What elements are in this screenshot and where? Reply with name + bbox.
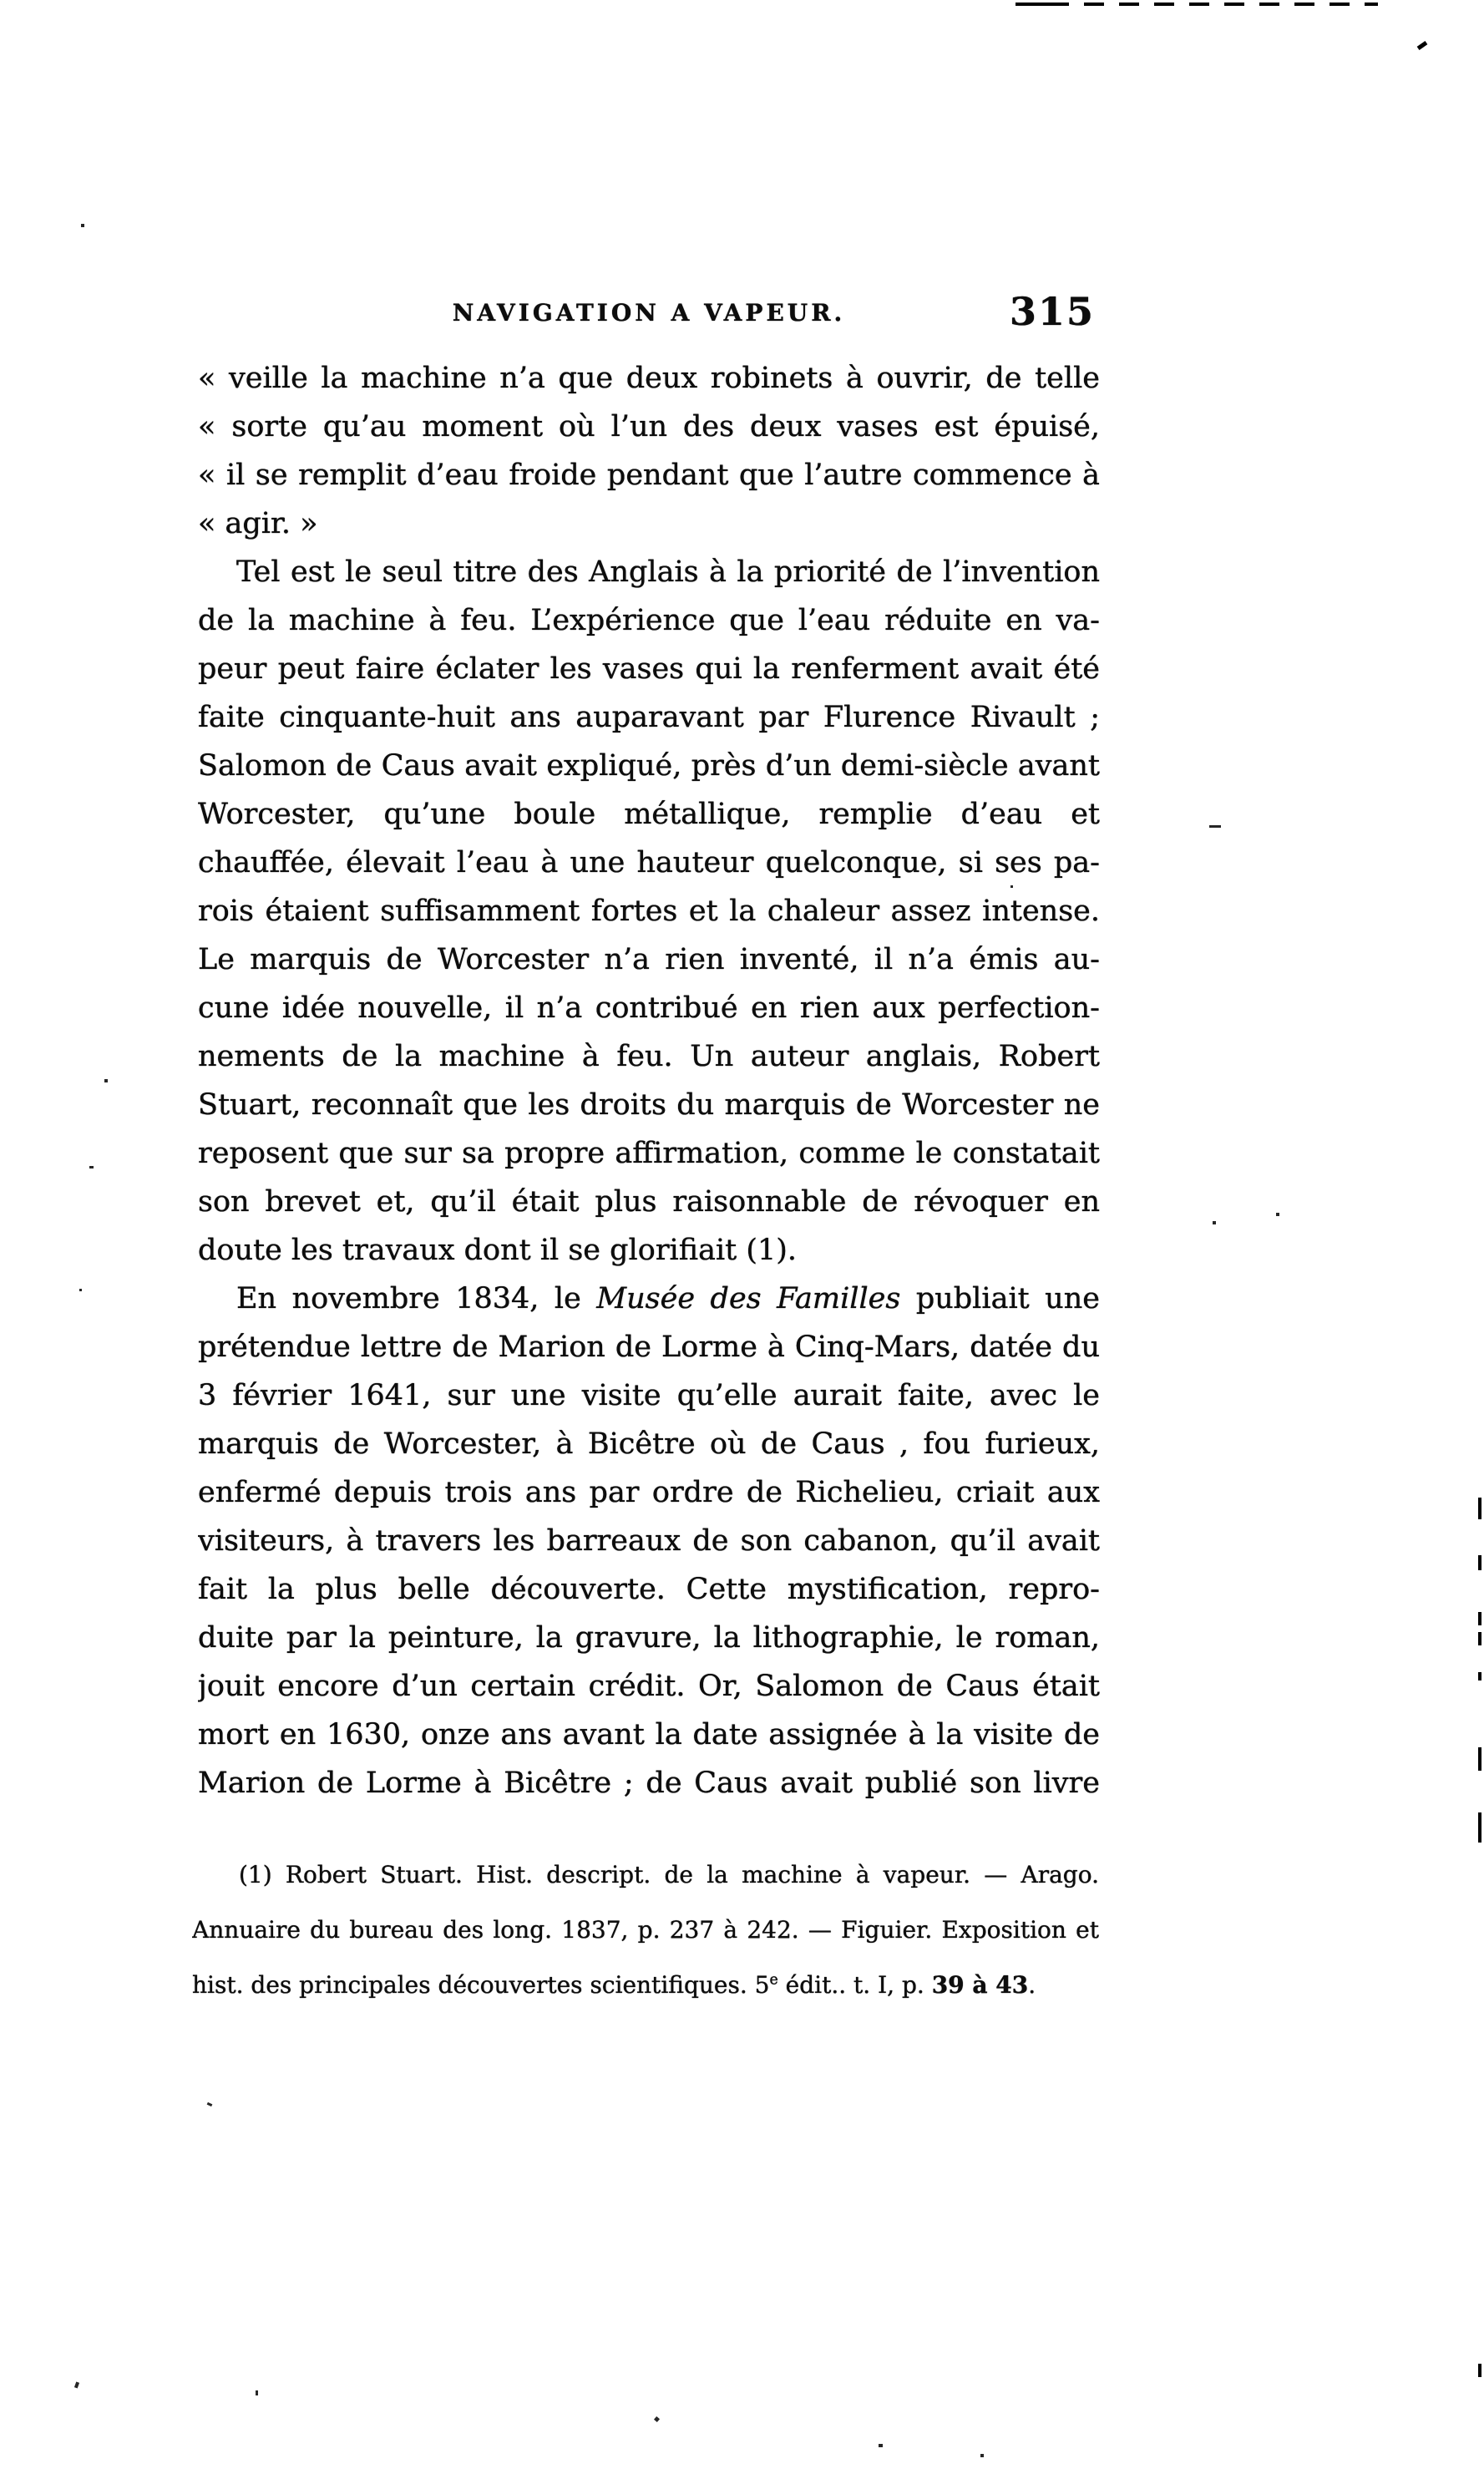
ink-speck — [654, 2416, 660, 2422]
body-text-line: Salomon de Caus avait expliqué, près d’un demi-siècle avant — [198, 749, 1100, 783]
scan-artifact-edge-mark — [1478, 2364, 1481, 2377]
body-text-line: faite cinquante-huit ans auparavant par Flurence Rivault ; — [198, 701, 1100, 734]
body-text-line: nements de la machine à feu. Un auteur anglais, Robert — [198, 1040, 1100, 1073]
ink-speck — [104, 1079, 108, 1082]
body-text-line: prétendue lettre de Marion de Lorme à Cinq-Mars, datée du — [198, 1331, 1100, 1364]
ink-speck — [207, 2102, 213, 2106]
scan-artifact-edge-mark — [1478, 1812, 1481, 1843]
ink-speck — [980, 2454, 984, 2457]
scan-artifact-edge-mark — [1478, 1612, 1481, 1625]
body-text-line: « agir. » — [198, 507, 318, 540]
ink-speck — [89, 1166, 94, 1168]
scan-artifact-top-rule — [1016, 3, 1069, 6]
footnote-line: (1) Robert Stuart. Hist. descript. de la machine à vapeur. — Arago. — [239, 1861, 1099, 1888]
body-text-line: son brevet et, qu’il était plus raisonnable de révoquer en — [198, 1185, 1100, 1219]
body-text-line: Worcester, qu’une boule métallique, remplie d’eau et — [198, 798, 1100, 831]
body-text-line: enfermé depuis trois ans par ordre de Richelieu, criait aux — [198, 1476, 1100, 1509]
ink-speck — [74, 2382, 79, 2389]
ink-speck — [1213, 1221, 1216, 1224]
body-text-line: visiteurs, à travers les barreaux de son cabanon, qu’il avait — [198, 1524, 1100, 1558]
ink-speck — [79, 1289, 82, 1291]
body-text-line: cune idée nouvelle, il n’a contribué en rien aux perfection- — [198, 991, 1100, 1025]
ink-speck — [1010, 885, 1013, 888]
body-text-line: rois étaient suffisamment fortes et la chaleur assez intense. — [198, 895, 1100, 928]
body-text — [198, 354, 1100, 1807]
body-text-line: jouit encore d’un certain crédit. Or, Salomon de Caus était — [198, 1670, 1100, 1703]
body-text-line: 3 février 1641, sur une visite qu’elle aurait faite, avec le — [198, 1379, 1100, 1412]
body-text-line: peur peut faire éclater les vases qui la renferment avait été — [198, 652, 1100, 686]
body-text-line: Marion de Lorme à Bicêtre ; de Caus avait publié son livre — [198, 1767, 1100, 1800]
body-text-line: de la machine à feu. L’expérience que l’eau réduite en va- — [198, 604, 1100, 637]
body-text-line: marquis de Worcester, à Bicêtre où de Caus , fou furieux, — [198, 1427, 1100, 1461]
running-title: NAVIGATION A VAPEUR. — [452, 299, 846, 327]
body-text-line: En novembre 1834, le Musée des Familles publiait une — [236, 1282, 1100, 1315]
ink-speck — [256, 2390, 258, 2395]
scan-artifact-tick — [1417, 41, 1428, 50]
body-text-line: mort en 1630, onze ans avant la date assignée à la visite de — [198, 1718, 1100, 1751]
ink-speck — [1276, 1213, 1279, 1216]
ink-speck — [1209, 825, 1221, 828]
page-header — [198, 289, 1100, 342]
body-text-line: fait la plus belle découverte. Cette mystification, repro- — [198, 1573, 1100, 1606]
ink-speck — [81, 224, 84, 227]
scan-artifact-top-dashes — [1084, 3, 1378, 6]
footnote-line: Annuaire du bureau des long. 1837, p. 237 à 242. — Figuier. Exposition et — [192, 1916, 1099, 1944]
body-text-line: Tel est le seul titre des Anglais à la priorité de l’invention — [236, 555, 1100, 589]
body-text-line: chauffée, élevait l’eau à une hauteur quelconque, si ses pa- — [198, 846, 1100, 880]
body-text-line: « sorte qu’au moment où l’un des deux vases est épuisé, — [198, 410, 1100, 444]
footnote-line: hist. des principales découvertes scientifiques. 5e édit.. t. I, p. 39 à 43. — [192, 1971, 1036, 1999]
body-text-line: « veille la machine n’a que deux robinets à ouvrir, de telle — [198, 362, 1100, 395]
body-text-line: « il se remplit d’eau froide pendant que l’autre commence à — [198, 459, 1100, 492]
body-text-line: duite par la peinture, la gravure, la lithographie, le roman, — [198, 1621, 1100, 1655]
footnote — [192, 1848, 1099, 2013]
scan-artifact-edge-mark — [1478, 1632, 1481, 1645]
page-number: 315 — [1009, 289, 1095, 334]
scan-artifact-edge-mark — [1478, 1672, 1481, 1680]
ink-speck — [879, 2444, 883, 2447]
scan-artifact-edge-mark — [1478, 1555, 1481, 1570]
scan-artifact-edge-mark — [1478, 1498, 1481, 1519]
scan-artifact-edge-mark — [1478, 1747, 1481, 1771]
body-text-line: doute les travaux dont il se glorifiait (1). — [198, 1234, 798, 1267]
body-text-line: reposent que sur sa propre affirmation, comme le constatait — [198, 1137, 1100, 1170]
body-text-line: Stuart, reconnaît que les droits du marquis de Worcester ne — [198, 1088, 1100, 1122]
body-text-line: Le marquis de Worcester n’a rien inventé, il n’a émis au- — [198, 943, 1100, 976]
